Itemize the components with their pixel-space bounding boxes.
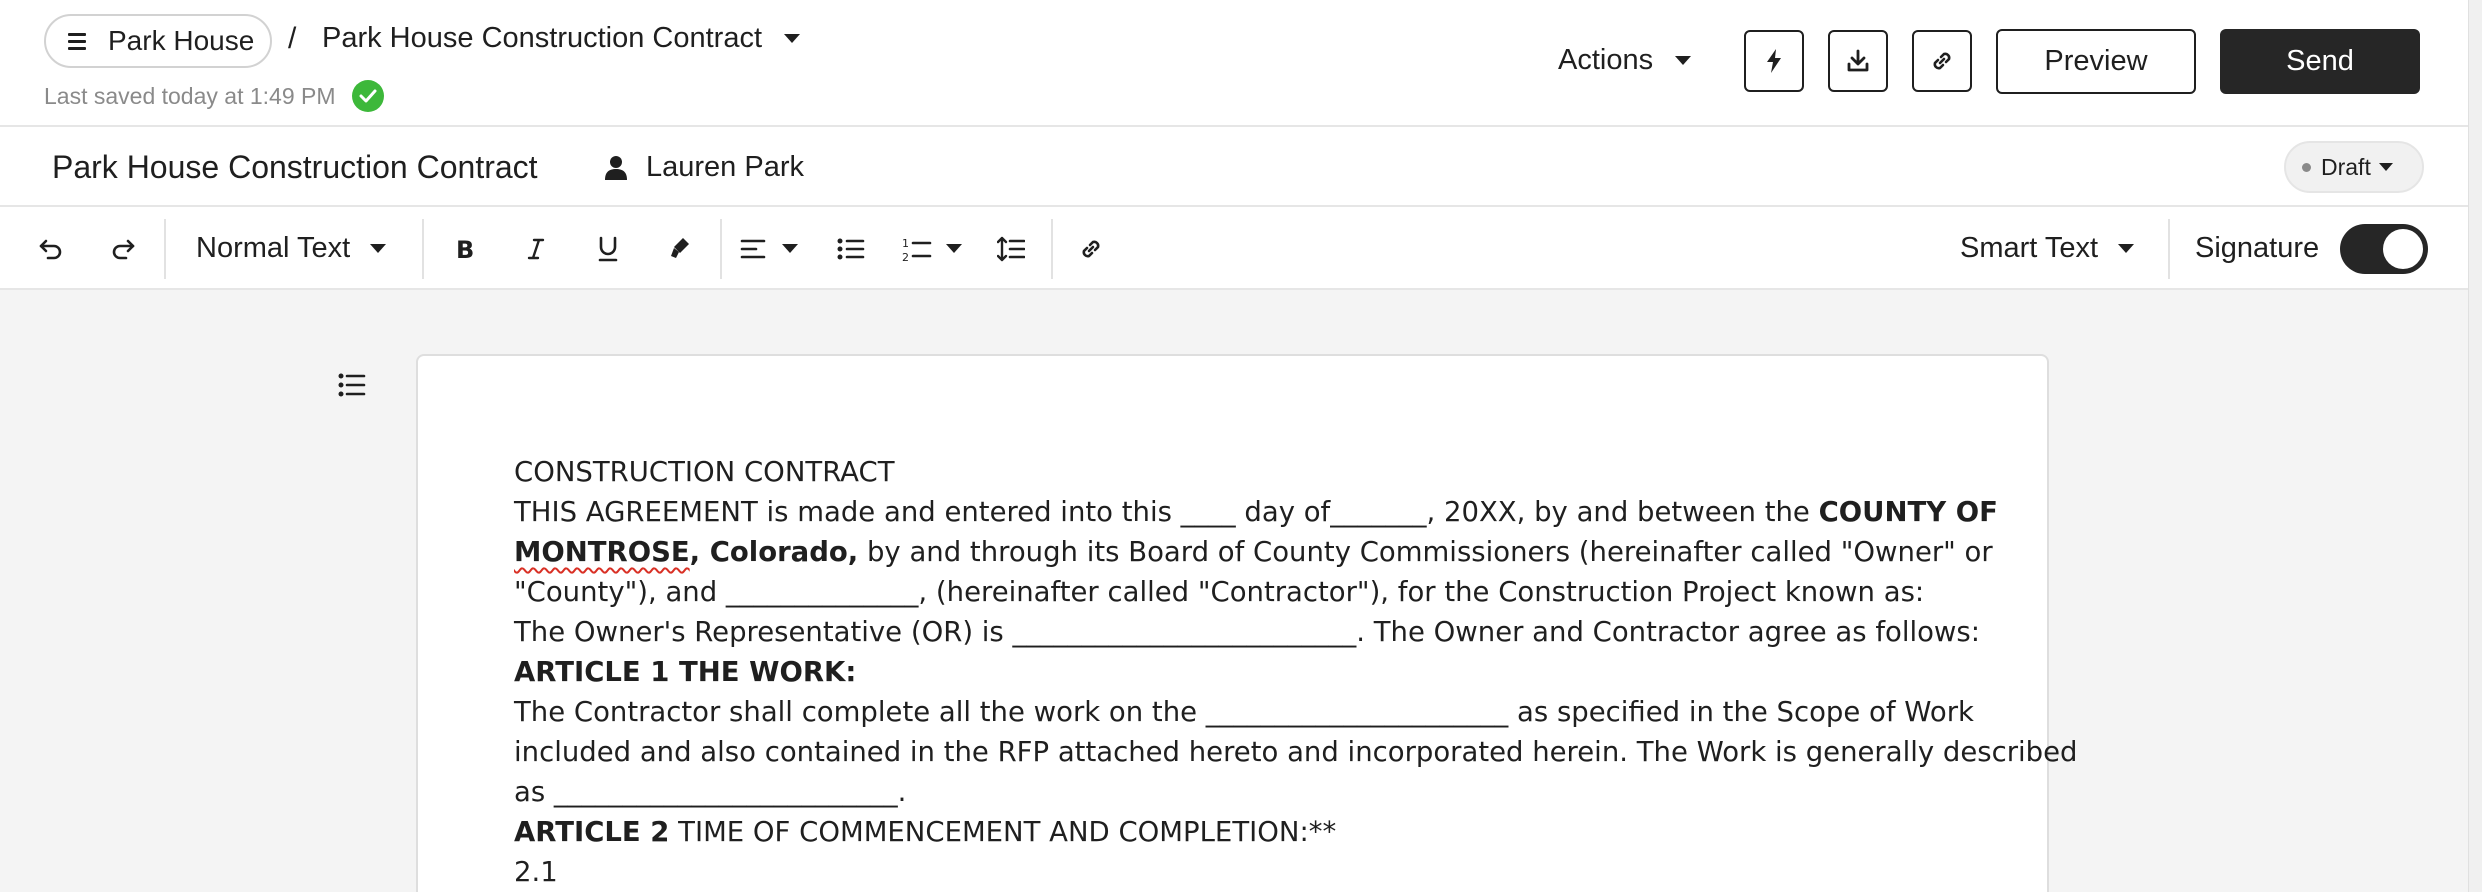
link-icon	[1929, 48, 1955, 74]
line-spacing-icon	[997, 236, 1025, 262]
chevron-down-icon	[946, 244, 962, 253]
smart-text-label: Smart Text	[1960, 232, 2099, 264]
spellcheck-word: MONTROSE	[514, 536, 690, 568]
document-page[interactable]	[416, 354, 2078, 892]
paragraph-line: THIS AGREEMENT is made and entered into this ____ day of_______, 20XX, by and between the COUNTY OF	[514, 496, 1998, 528]
toggle-knob	[2383, 229, 2423, 269]
text-style-label: Normal Text	[196, 232, 351, 264]
bold-icon	[455, 237, 475, 261]
document-heading: CONSTRUCTION CONTRACT	[514, 456, 895, 488]
italic-button[interactable]	[511, 207, 561, 290]
toolbar-divider	[164, 219, 166, 279]
automation-button[interactable]	[1744, 30, 1804, 92]
toolbar-divider	[720, 219, 722, 279]
lightning-icon	[1764, 48, 1784, 74]
article-heading: ARTICLE 1 THE WORK:	[514, 656, 857, 688]
outline-icon[interactable]	[338, 372, 366, 398]
document-bar	[0, 127, 2468, 207]
document-breadcrumb-dropdown[interactable]	[322, 22, 800, 55]
status-dot	[2302, 163, 2311, 172]
align-dropdown[interactable]	[740, 207, 816, 290]
bold-button[interactable]	[440, 207, 490, 290]
bullet-list-icon	[837, 238, 865, 260]
paragraph-line: included and also contained in the RFP attached hereto and incorporated herein. The Work is generally described	[514, 736, 2078, 768]
chevron-down-icon	[2118, 244, 2134, 253]
status-dropdown[interactable]	[2284, 141, 2424, 193]
download-button[interactable]	[1828, 30, 1888, 92]
toolbar-divider	[422, 219, 424, 279]
send-button[interactable]: Send	[2220, 29, 2420, 94]
paragraph-line: MONTROSE, Colorado, by and through its Board of County Commissioners (hereinafter called "Owner" or	[514, 536, 1993, 568]
paragraph-line: 2.1	[514, 856, 558, 888]
paragraph-line: The Contractor shall complete all the work on the ______________________ as specified in the Scope of Work	[514, 696, 1974, 728]
save-status-text: Last saved today at 1:49 PM	[44, 82, 336, 109]
svg-text:B: B	[456, 236, 475, 261]
redo-button[interactable]	[98, 207, 148, 290]
save-status	[44, 80, 384, 112]
chevron-down-icon	[784, 34, 800, 43]
chevron-down-icon	[2379, 163, 2393, 171]
menu-icon	[68, 32, 88, 50]
workspace-label: Park House	[108, 25, 255, 56]
insert-link-button[interactable]	[1066, 207, 1116, 290]
document-owner[interactable]	[604, 151, 804, 184]
chevron-down-icon	[782, 244, 798, 253]
toolbar-divider	[2168, 219, 2170, 279]
undo-icon	[38, 237, 64, 261]
actions-label: Actions	[1558, 44, 1654, 76]
owner-name: Lauren Park	[646, 151, 804, 183]
smart-text-dropdown[interactable]	[1960, 207, 2140, 290]
actions-dropdown[interactable]	[1558, 44, 1691, 77]
bullet-list-button[interactable]	[826, 207, 876, 290]
download-icon	[1845, 48, 1871, 74]
svg-text:2: 2	[902, 250, 909, 262]
scrollbar[interactable]	[2468, 0, 2482, 892]
highlighter-icon	[669, 236, 691, 262]
preview-button[interactable]: Preview	[1996, 29, 2196, 94]
numbered-list-dropdown[interactable]	[902, 207, 978, 290]
paragraph-line: "County"), and ______________, (hereinafter called "Contractor"), for the Construction Project known as:	[514, 576, 1925, 608]
undo-button[interactable]	[26, 207, 76, 290]
toolbar-divider	[1051, 219, 1053, 279]
link-icon	[1078, 236, 1104, 262]
underline-button[interactable]	[583, 207, 633, 290]
copy-link-button[interactable]	[1912, 30, 1972, 92]
top-bar	[0, 0, 2468, 127]
italic-icon	[526, 237, 546, 261]
text-style-dropdown[interactable]	[196, 207, 396, 290]
workspace-breadcrumb-button[interactable]	[44, 14, 272, 68]
chevron-down-icon	[1675, 56, 1691, 65]
underline-icon	[597, 236, 619, 262]
redo-icon	[110, 237, 136, 261]
document-title[interactable]: Park House Construction Contract	[52, 149, 538, 185]
document-body[interactable]	[514, 452, 2078, 892]
article-heading: ARTICLE 2 TIME OF COMMENCEMENT AND COMPLETION:**	[514, 816, 1337, 848]
formatting-toolbar	[0, 207, 2468, 290]
chevron-down-icon	[370, 244, 386, 253]
breadcrumb-separator: /	[288, 22, 297, 55]
numbered-list-icon	[902, 236, 932, 262]
highlight-button[interactable]	[655, 207, 705, 290]
paragraph-line: as _________________________.	[514, 776, 907, 808]
person-icon	[604, 155, 628, 181]
document-breadcrumb-label: Park House Construction Contract	[322, 22, 763, 54]
align-left-icon	[740, 238, 766, 260]
line-spacing-button[interactable]	[986, 207, 1036, 290]
status-label: Draft	[2321, 153, 2371, 180]
svg-text:1: 1	[902, 236, 909, 250]
check-circle-icon	[352, 80, 384, 112]
signature-toggle[interactable]	[2340, 224, 2428, 274]
signature-label: Signature	[2195, 232, 2320, 264]
paragraph-line: The Owner's Representative (OR) is _________________________. The Owner and Contractor agree as follows:	[514, 616, 1981, 648]
